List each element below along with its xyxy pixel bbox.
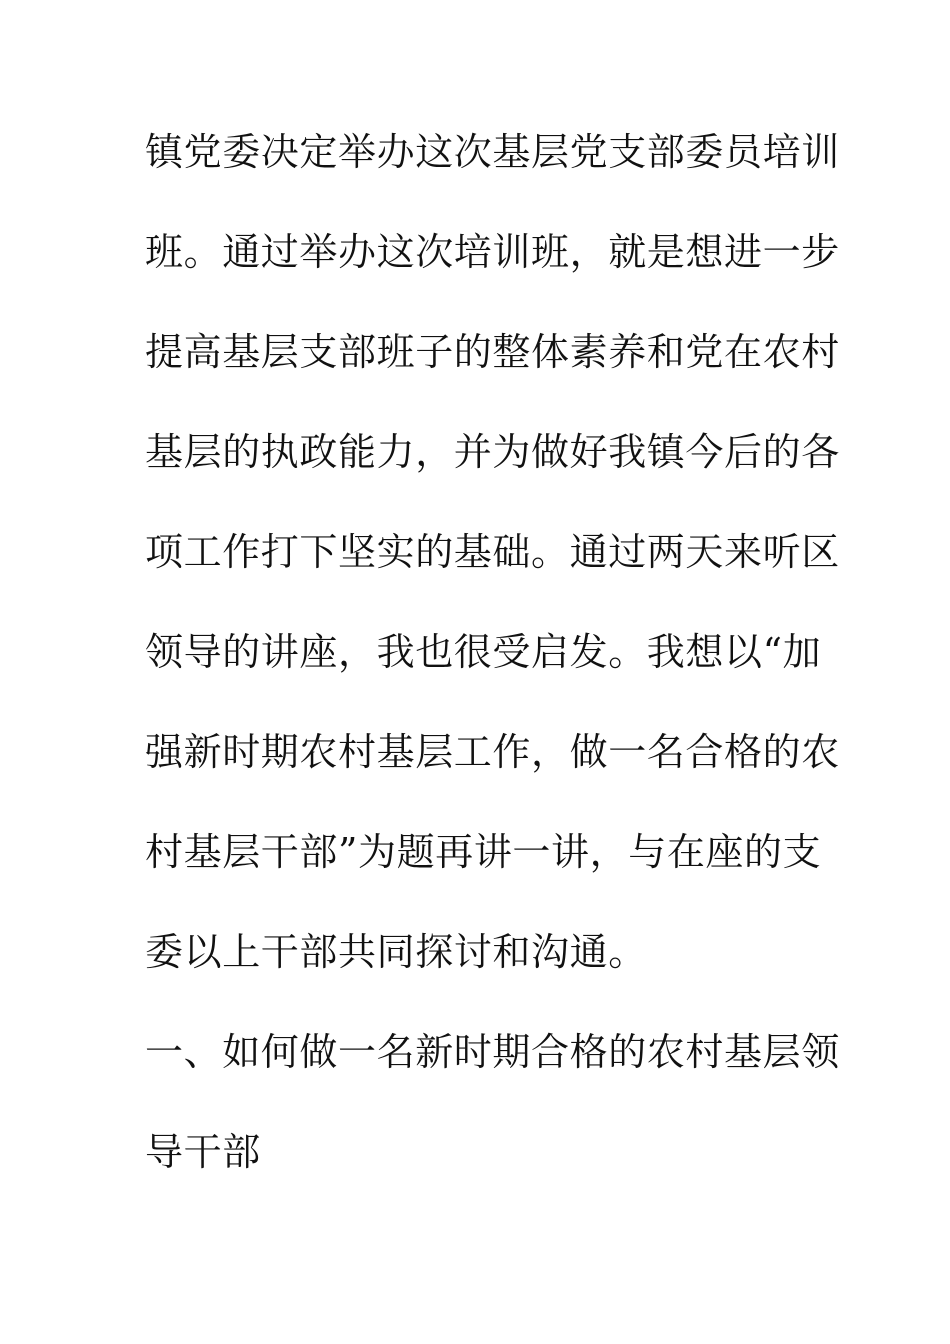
paragraph-line-8: 村基层干部”为题再讲一讲，与在座的支: [145, 830, 822, 874]
paragraph-line-9: 委以上干部共同探讨和沟通。: [145, 930, 647, 974]
paragraph-line-2: 班。通过举办这次培训班，就是想进一步: [145, 230, 840, 274]
paragraph-line-6: 领导的讲座，我也很受启发。我想以“加: [145, 630, 822, 674]
paragraph-line-3: 提高基层支部班子的整体素养和党在农村: [145, 330, 840, 374]
paragraph-line-4: 基层的执政能力，并为做好我镇今后的各: [145, 430, 840, 474]
section-heading-line-2: 导干部: [145, 1130, 261, 1174]
paragraph-line-7: 强新时期农村基层工作，做一名合格的农: [145, 730, 840, 774]
paragraph-line-1: 镇党委决定举办这次基层党支部委员培训: [145, 130, 840, 174]
section-heading-line-1: 一、如何做一名新时期合格的农村基层领: [145, 1030, 840, 1074]
paragraph-line-5: 项工作打下坚实的基础。通过两天来听区: [145, 530, 840, 574]
